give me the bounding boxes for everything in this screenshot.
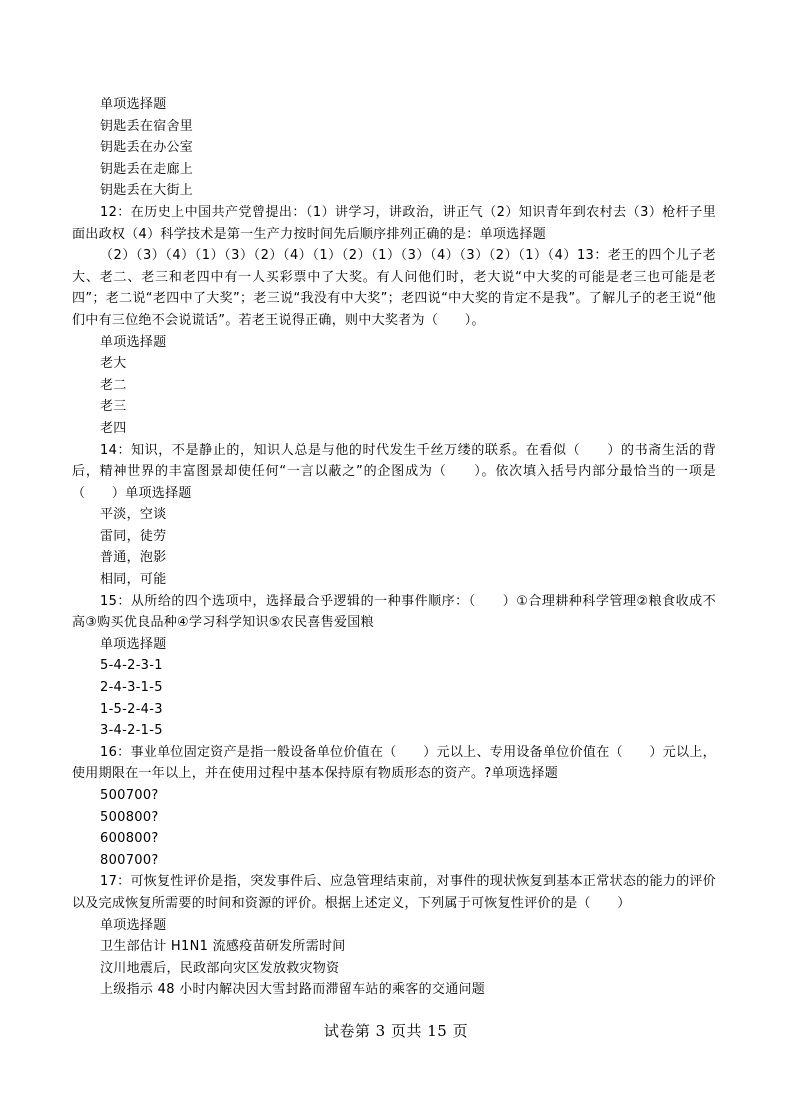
- question-14: 14：知识，不是静止的，知识人总是与他的时代发生千丝万缕的联系。在看似（ ）的书斋生活的背后，精神世界的丰富图景却使任何“一言以蔽之”的企图成为（ ）。依次填入括号内部分最恰当的一项是（ ）单项选择题: [72, 442, 716, 501]
- page-footer: 试卷第 3 页共 15 页: [323, 1022, 469, 1040]
- question-16: 16：事业单位固定资产是指一般设备单位价值在（ ）元以上、专用设备单位价值在（ ）元以上，使用期限在一年以上，并在使用过程中基本保持原有物质形态的资产。?单项选择题: [72, 744, 716, 782]
- question-type-label: 单项选择题: [100, 636, 167, 652]
- question-17: 17：可恢复性评价是指，突发事件后、应急管理结束前，对事件的现状恢复到基本正常状态的能力的评价以及完成恢复所需要的时间和资源的评价。根据上述定义，下列属于可恢复性评价的是（ ）: [72, 874, 716, 911]
- option-b: 钥匙丢在办公室: [100, 140, 194, 156]
- option-d: 老四: [100, 420, 127, 436]
- option-d: 钥匙丢在大街上: [100, 183, 194, 199]
- option-b: 雷同，徒劳: [100, 528, 167, 544]
- option-a: 卫生部估计 H1N1 流感疫苗研发所需时间: [100, 939, 346, 955]
- option-a: 钥匙丢在宿舍里: [100, 118, 194, 134]
- option-c: 上级指示 48 小时内解决因大雪封路而滞留车站的乘客的交通问题: [100, 982, 486, 998]
- question-type-label: 单项选择题: [100, 917, 167, 933]
- option-c: 1-5-2-4-3: [100, 701, 163, 717]
- option-c: 普通，泡影: [100, 550, 167, 566]
- page-content: [72, 94, 720, 1001]
- option-b: 500800?: [100, 809, 159, 825]
- option-a: 老大: [100, 356, 127, 372]
- option-b: 老二: [100, 377, 127, 393]
- option-b: 汶川地震后，民政部向灾区发放救灾物资: [100, 960, 340, 976]
- option-d: 3-4-2-1-5: [100, 723, 163, 739]
- question-12: 12：在历史上中国共产党曾提出：（1）讲学习，讲政治，讲正气（2）知识青年到农村去（3）枪杆子里面出政权（4）科学技术是第一生产力按时间先后顺序排列正确的是：单项选择题: [72, 204, 716, 242]
- option-c: 老三: [100, 399, 127, 415]
- option-c: 600800?: [100, 831, 159, 847]
- option-d: 800700?: [100, 852, 159, 868]
- question-type-label: 单项选择题: [100, 97, 167, 112]
- question-type-label: 单项选择题: [100, 334, 167, 350]
- option-c: 钥匙丢在走廊上: [100, 161, 194, 177]
- option-a: 平淡，空谈: [100, 507, 167, 523]
- question-15: 15：从所给的四个选项中，选择最合乎逻辑的一种事件顺序：（ ）①合理耕种科学管理②粮食收成不高③购买优良品种④学习科学知识⑤农民喜售爱国粮: [72, 593, 716, 631]
- option-b: 2-4-3-1-5: [100, 680, 163, 696]
- option-d: 相同，可能: [100, 572, 167, 588]
- question-12-options-and-question-13: （2）（3）（4）（1）（3）（2）（4）（1）（2）（1）（3）（4）（3）（2）（1）（4）13：老王的四个儿子老大、老二、老三和老四中有一人买彩票中了大奖。有人问他们时，老大说“中大奖的可能是老三也可能是老四”；老二说“老四中了大奖”；老三说“我没有中大奖”；老四说“中大奖的肯定不是我”。了解儿子的老王说“他们中有三位绝不会说谎话”。若老王说得正确，则中大奖者为（ ）。: [72, 248, 716, 328]
- option-a: 5-4-2-3-1: [100, 658, 163, 674]
- option-a: 500700?: [100, 788, 159, 803]
